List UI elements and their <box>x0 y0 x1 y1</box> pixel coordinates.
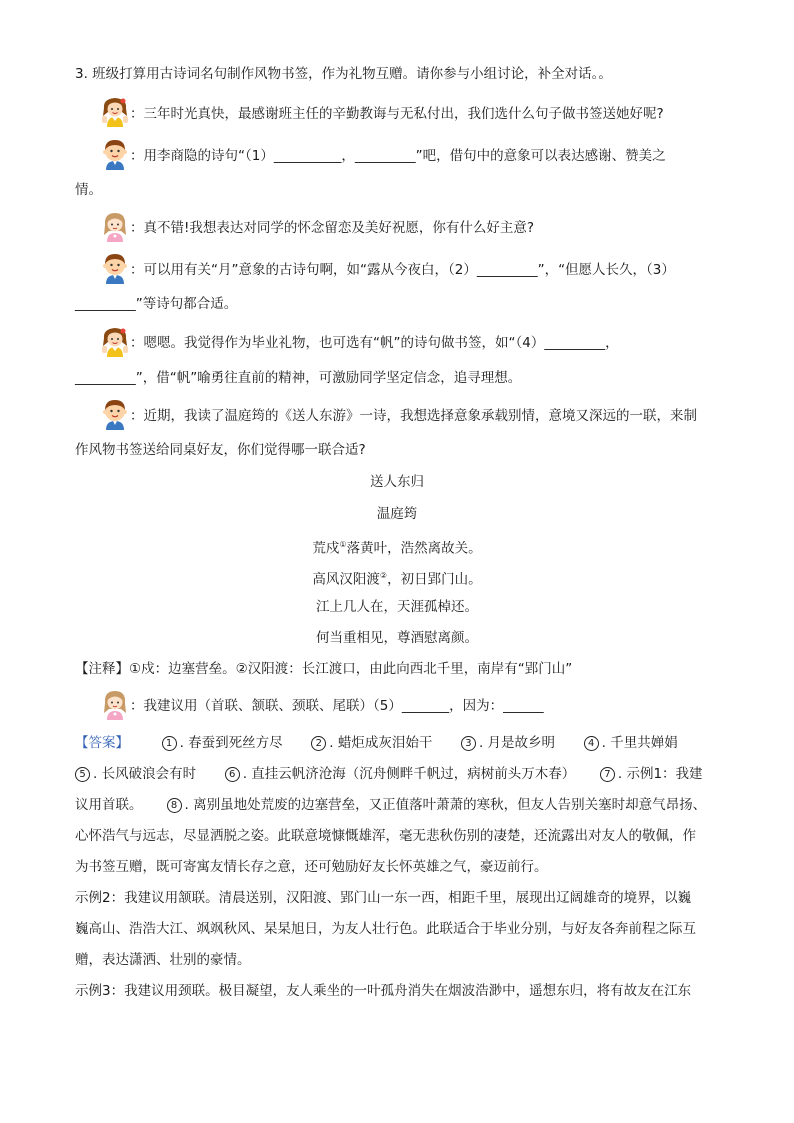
dialogue-4a: ：可以用有关“月”意象的古诗句啊，如“露从今夜白，（2）_________”，“但愿人长久，（3） <box>130 262 675 278</box>
pink-girl-avatar-icon <box>100 689 130 721</box>
answer-line-5: 为书签互赠，既可寄寓友情长存之意，还可勉励好友长怀英雄之气，豪迈前行。 <box>75 859 548 875</box>
poem-line-4: 何当重相见，尊酒慰离颜。 <box>316 630 478 646</box>
answer-line-6: 示例2：我建议用颔联。清晨送别，汉阳渡、郢门山一东一西，相距千里，展现出辽阔雄奇的境界，以巍 <box>75 890 692 906</box>
answer-line-1 <box>75 733 725 753</box>
poem-line-1: 荒戍①落黄叶，浩然离故关。 <box>312 540 482 557</box>
answer-line-3: 议用首联。 8 . 离别虽地处荒废的边塞营垒，又正值落叶萧萧的寒秋，但友人告别关塞时却意气昂扬、 <box>75 797 707 813</box>
boy-avatar-icon <box>100 252 130 284</box>
answer-6: . 直挂云帆济沧海（沉舟侧畔千帆过，病树前头万木春） <box>242 766 576 782</box>
answer-5: . 长风破浪会有时 <box>93 766 197 782</box>
answer-number-6: 6 <box>225 767 240 782</box>
answer-line-7: 巍高山、浩浩大江、飒飒秋风、杲杲旭日，为友人壮行色。此联适合于毕业分别，与好友各奔前程之际互 <box>75 921 696 937</box>
answer-label: 【答案】 <box>75 735 129 751</box>
answer-1: . 春蚕到死丝方尽 <box>179 735 283 751</box>
answer-number-1: 1 <box>162 736 177 751</box>
answer-line-8: 赠，表达潇洒、壮别的豪情。 <box>75 952 251 968</box>
poem-author: 温庭筠 <box>376 506 418 522</box>
answer-number-8: 8 <box>167 798 182 813</box>
answer-line-9: 示例3：我建议用颈联。极目凝望，友人乘坐的一叶孤舟消失在烟波浩渺中，遥想东归，将有故友在江东 <box>75 983 692 999</box>
dialogue-2a: ：用李商隐的诗句“（1）__________，_________”吧，借句中的意象可以表达感谢、赞美之 <box>130 148 666 164</box>
dialogue-5a: ：嗯嗯。我觉得作为毕业礼物，也可选有“帆”的诗句做书签，如“（4）_________， <box>130 335 619 351</box>
girl-avatar-icon <box>100 96 130 128</box>
poem-note: 【注释】①戍：边塞营垒。②汉阳渡：长江渡口，由此向西北千里，南岸有“郢门山” <box>75 661 573 677</box>
answer-3: . 月是故乡明 <box>478 735 556 751</box>
dialogue-3: ：真不错!我想表达对同学的怀念留恋及美好祝愿，你有什么好主意? <box>130 220 535 236</box>
question-intro: 3. 班级打算用古诗词名句制作风物书签，作为礼物互赠。请你参与小组讨论，补全对话。。 <box>75 66 612 82</box>
dialogue-1: ：三年时光真快，最感谢班主任的辛勤教诲与无私付出，我们选什么句子做书签送她好呢? <box>130 106 664 122</box>
girl-avatar-icon <box>100 326 130 358</box>
answer-line-4: 心怀浩气与远志，尽显洒脱之姿。此联意境慷慨雄浑，毫无悲秋伤别的凄楚，还流露出对友人的敬佩，作 <box>75 828 696 844</box>
poem-line-2: 高风汉阳渡②，初日郢门山。 <box>312 571 482 588</box>
dialogue-2b: 情。 <box>75 182 102 198</box>
answer-4: . 千里共婵娟 <box>601 735 678 751</box>
answer-2: . 蜡炬成灰泪始干 <box>329 735 433 751</box>
dialogue-4b: _________”等诗句都合适。 <box>75 296 238 312</box>
answer-7: . 示例1：我建 <box>617 766 703 782</box>
answer-line-2 <box>75 764 725 784</box>
boy-avatar-icon <box>100 138 130 170</box>
dialogue-7: ：我建议用（首联、颔联、颈联、尾联）（5）_______，因为：______ <box>130 698 544 714</box>
dialogue-5b: _________”，借“帆”喻勇往直前的精神，可激励同学坚定信念，追寻理想。 <box>75 370 522 386</box>
answer-number-3: 3 <box>461 736 476 751</box>
answer-number-2: 2 <box>311 736 326 751</box>
dialogue-6b: 作风物书签送给同桌好友，你们觉得哪一联合适? <box>75 442 366 458</box>
pink-girl-avatar-icon <box>100 211 130 243</box>
dialogue-6a: ：近期，我读了温庭筠的《送人东游》一诗，我想选择意象承载别情，意境又深远的一联，来制 <box>130 408 697 424</box>
answer-number-4: 4 <box>584 736 599 751</box>
poem-line-3: 江上几人在，天涯孤棹还。 <box>316 599 478 615</box>
answer-number-7: 7 <box>600 767 615 782</box>
answer-number-5: 5 <box>75 767 90 782</box>
boy-avatar-icon <box>100 398 130 430</box>
poem-title: 送人东归 <box>370 474 424 490</box>
